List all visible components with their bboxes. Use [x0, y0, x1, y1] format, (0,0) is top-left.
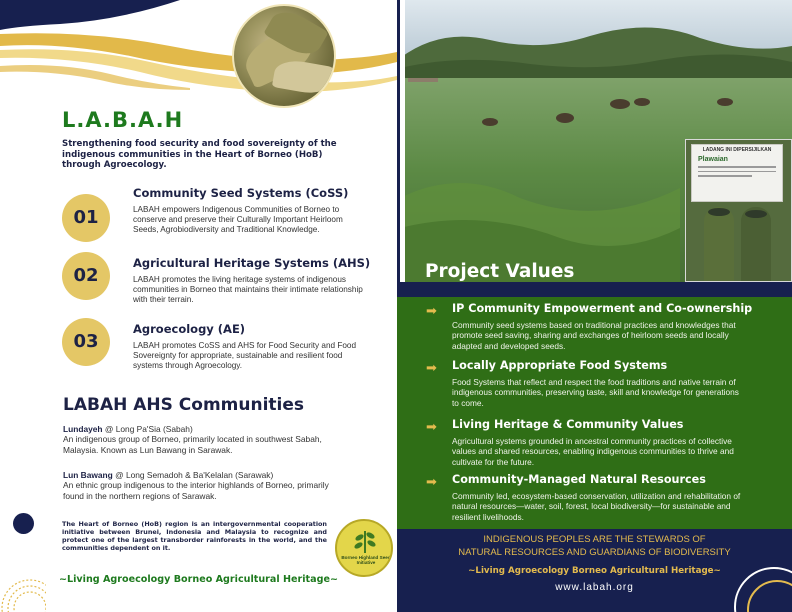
brand-title: L.A.B.A.H [62, 108, 184, 132]
community-description: An ethnic group indigenous to the interior highlands of Borneo, primarily found in the northern regions of Sarawak. [63, 480, 329, 501]
system-item-coss [62, 186, 372, 250]
certification-sign-photo [685, 139, 792, 282]
gold-navy-swoosh [0, 0, 397, 120]
sign-brand-text: Plawaian [698, 156, 728, 163]
system-description: LABAH empowers Indigenous Communities of Borneo to conserve and preserve their Culturally Important Heirloom Seeds, Agrobiodiversity and Traditional Knowledge. [133, 205, 343, 235]
value-description: Community seed systems based on traditional practices and knowledges that promote seed saving, sharing and exchanges of heirloom seeds and locally adapted and developed seeds. [452, 320, 736, 351]
community-lun-bawang [63, 470, 343, 501]
community-place: @ Long Semadoh & Ba'Kelalan (Sarawak) [112, 470, 274, 480]
arrow-right-icon: ➡ [426, 474, 437, 489]
system-item-ae [62, 322, 372, 380]
decorative-dot [13, 513, 34, 534]
photo-edge [400, 0, 405, 282]
value-title: Community-Managed Natural Resources [452, 473, 706, 486]
community-place: @ Long Pa'Sia (Sabah) [102, 424, 193, 434]
left-footer-tagline: ~Living Agroecology Borneo Agricultural Heritage~ [58, 574, 339, 585]
value-title: Living Heritage & Community Values [452, 418, 684, 431]
number-badge: 03 [62, 318, 110, 366]
heart-of-borneo-note: The Heart of Borneo (HoB) region is an intergovernmental cooperation initiative between Brunei, Indonesia and Malaysia to recognize and protect one of the largest transborder rainforests in the world, and the communities dependent on it. [62, 520, 327, 553]
system-title: Community Seed Systems (CoSS) [133, 186, 349, 200]
system-description: LABAH promotes the living heritage systems of indigenous communities in Borneo that maintains their intimate relationship with their terrain. [133, 275, 363, 305]
rice-field-photo [400, 0, 792, 282]
value-description: Agricultural systems grounded in ancestral community practices of collective values and shared resources, enabling indigenous communities to thrive and cultivate for the future. [452, 436, 734, 467]
community-name: Lundayeh [63, 424, 103, 434]
value-description: Community led, ecosystem-based conservation, utilization and rehabilitation of natural resources—water, soil, forest, local biodiversity—for sustainable and resilient livelihoods. [452, 491, 741, 522]
website-link[interactable]: www.labah.org [555, 582, 634, 593]
sign-board [691, 144, 783, 202]
system-title: Agroecology (AE) [133, 322, 246, 336]
community-name: Lun Bawang [63, 470, 113, 480]
sign-top-text: LADANG INI DIPERSIJILKAN [702, 147, 772, 153]
arrow-right-icon: ➡ [426, 419, 437, 434]
farmer-figure [704, 207, 734, 281]
system-item-ahs [62, 256, 372, 314]
project-values-panel [397, 297, 792, 529]
system-description: LABAH promotes CoSS and AHS for Food Security and Food Sovereignty for appropriate, sustainable and resilient food systems through Agroecology. [133, 341, 356, 371]
seed-logo-text: Borneo Highland Seed Initiative [341, 555, 391, 566]
number-badge: 01 [62, 194, 110, 242]
value-title: IP Community Empowerment and Co-ownership [452, 302, 753, 315]
community-description: An indigenous group of Borneo, primarily located in southwest Sabah, Malaysia. Known as Lun Bawang in Sarawak. [63, 434, 322, 455]
project-values-title: Project Values [425, 261, 575, 282]
arrow-right-icon: ➡ [426, 303, 437, 318]
arrow-right-icon: ➡ [426, 360, 437, 375]
seed-initiative-logo [335, 519, 393, 577]
value-description: Food Systems that reflect and respect the food traditions and native terrain of indigenous communities, preserving taste, skill and knowledge for generations to come. [452, 377, 739, 408]
right-footer-tagline: ~Living Agroecology Borneo Agricultural Heritage~ [468, 566, 721, 576]
stewards-line: INDIGENOUS PEOPLES ARE THE STEWARDS OF [483, 534, 706, 545]
communities-heading: LABAH AHS Communities [63, 395, 305, 415]
tagline: Strengthening food security and food sovereignty of the indigenous communities in the Heart of Borneo (HoB) through Agroecology. [62, 139, 337, 170]
stewards-line: NATURAL RESOURCES AND GUARDIANS OF BIODIVERSITY [458, 547, 731, 558]
system-title: Agricultural Heritage Systems (AHS) [133, 256, 371, 270]
farmer-figure [741, 207, 771, 281]
community-lundayeh [63, 424, 343, 455]
number-badge: 02 [62, 252, 110, 300]
stewards-statement [397, 533, 792, 559]
wrapped-food-photo [232, 4, 336, 108]
right-panel [397, 0, 792, 612]
value-title: Locally Appropriate Food Systems [452, 359, 668, 372]
